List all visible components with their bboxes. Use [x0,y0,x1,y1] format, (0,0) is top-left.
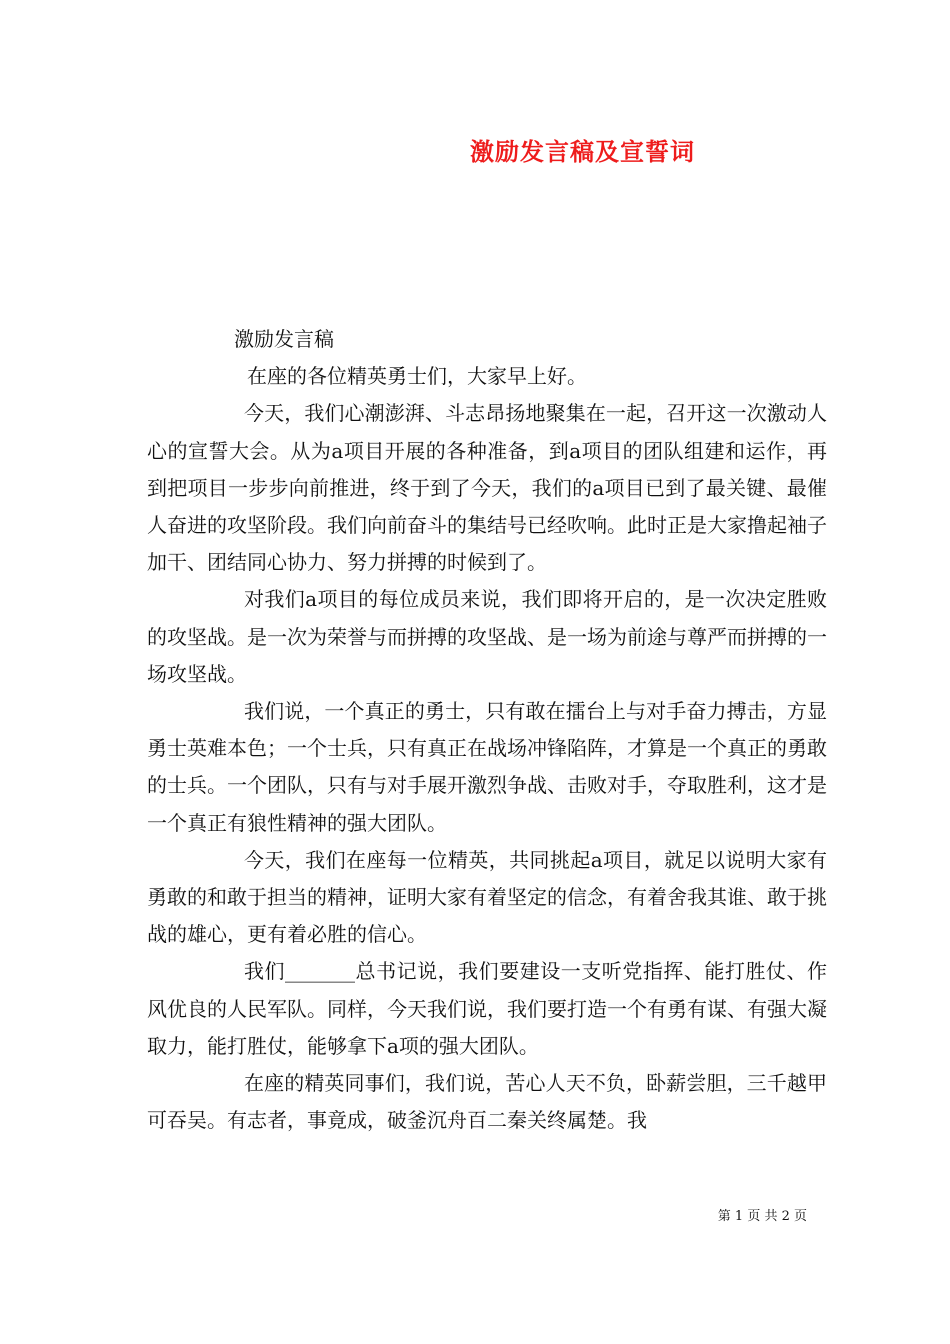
document-body [147,321,827,1139]
section-heading: 激励发言稿 [234,327,334,351]
paragraph: 我们_______总书记说，我们要建设一支听党指挥、能打胜仗、作风优良的人民军队。同样，今天我们说，我们要打造一个有勇有谋、有强大凝取力，能打胜仗，能够拿下a项的强大团队。 [147,959,827,1058]
paragraph: 对我们a项目的每位成员来说，我们即将开启的，是一次决定胜败的攻坚战。是一次为荣誉与而拼搏的攻坚战、是一场为前途与尊严而拼搏的一场攻坚战。 [147,587,827,686]
document-title: 激励发言稿及宣誓词 [470,137,695,166]
paragraph: 在座的精英同事们，我们说，苦心人天不负，卧薪尝胆，三千越甲可吞吴。有志者，事竟成，破釜沉舟百二秦关终属楚。我 [147,1071,827,1133]
paragraph: 今天，我们心潮澎湃、斗志昂扬地聚集在一起，召开这一次激动人心的宣誓大会。从为a项目开展的各种准备，到a项目的团队组建和运作，再到把项目一步步向前推进，终于到了今天，我们的a项目已到了最关键、最催人奋进的攻坚阶段。我们向前奋斗的集结号已经吹响。此时正是大家撸起袖子加干、团结同心协力、努力拼搏的时候到了。 [147,401,827,575]
paragraph: 在座的各位精英勇士们，大家早上好。 [247,364,587,389]
page-number-footer: 第 1 页 共 2 页 [717,1209,807,1224]
paragraph: 今天，我们在座每一位精英，共同挑起a项目，就足以说明大家有勇敢的和敢于担当的精神，证明大家有着坚定的信念，有着舍我其谁、敢于挑战的雄心，更有着必胜的信心。 [147,847,827,947]
paragraph: 我们说，一个真正的勇士，只有敢在擂台上与对手奋力搏击，方显勇士英难本色；一个士兵，只有真正在战场冲锋陷阵，才算是一个真正的勇敢的士兵。一个团队，只有与对手展开激烈争战、击败对手，夺取胜利，这才是一个真正有狼性精神的强大团队。 [147,699,827,835]
